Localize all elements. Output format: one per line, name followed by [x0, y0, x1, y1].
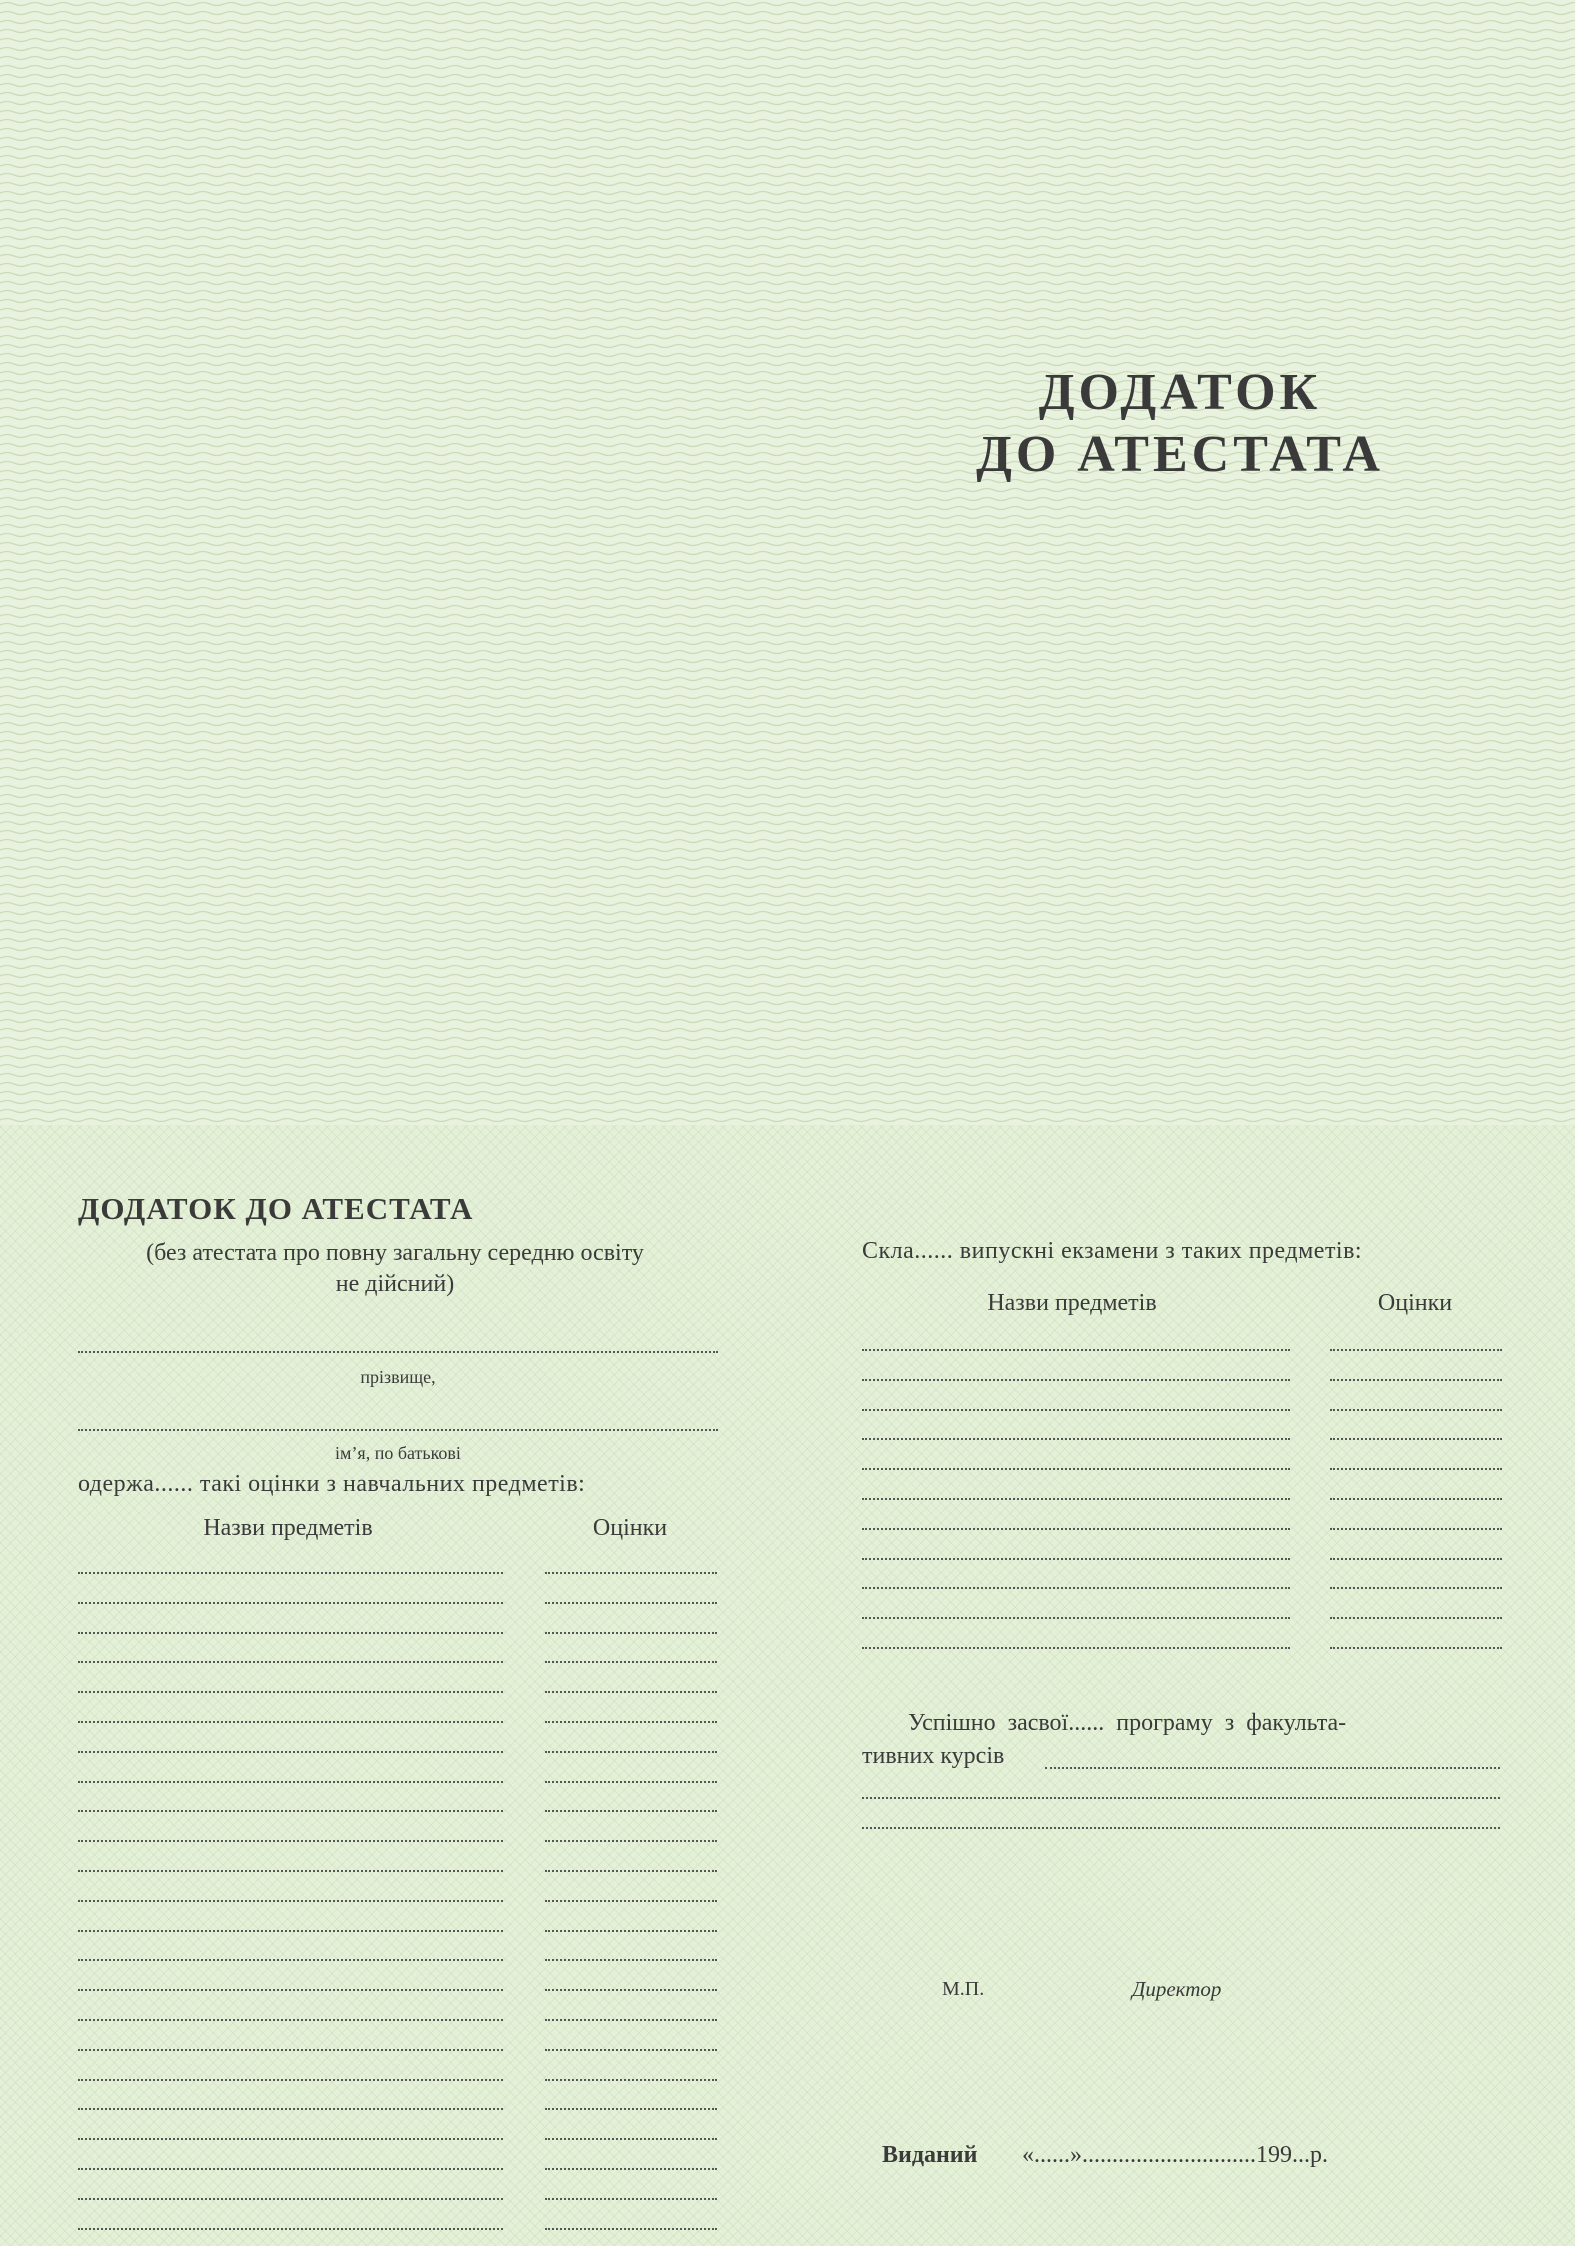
wave-line — [0, 633, 1575, 636]
left-row-grade-line — [545, 1900, 717, 1902]
wave-line — [0, 1002, 1575, 1005]
wave-line — [0, 264, 1575, 267]
wave-line — [0, 345, 1575, 348]
wave-line — [0, 696, 1575, 699]
wave-line — [0, 1011, 1575, 1014]
wave-line — [0, 282, 1575, 285]
wave-line — [0, 561, 1575, 564]
wave-line — [0, 867, 1575, 870]
left-row-grade-line — [545, 1781, 717, 1783]
left-col-grades-header: Оцінки — [592, 1515, 668, 1541]
left-row-subject-line — [78, 2198, 503, 2200]
wave-line — [0, 1119, 1575, 1122]
wave-line — [0, 552, 1575, 555]
director-label: Директор — [1132, 1977, 1222, 2001]
left-row-subject-line — [78, 1751, 503, 1753]
received-grades-text: одержа...... такі оцінки з навчальних предметів: — [78, 1471, 586, 1497]
wave-line — [0, 138, 1575, 141]
wave-line — [0, 705, 1575, 708]
wave-line — [0, 174, 1575, 177]
wave-line — [0, 858, 1575, 861]
electives-field-line-2 — [862, 1797, 1500, 1799]
wave-line — [0, 498, 1575, 501]
left-row-subject-line — [78, 1900, 503, 1902]
wave-line — [0, 57, 1575, 60]
wave-line — [0, 597, 1575, 600]
right-row-subject-line — [862, 1409, 1290, 1411]
wave-line — [0, 1056, 1575, 1059]
wave-line — [0, 246, 1575, 249]
left-row-grade-line — [545, 1751, 717, 1753]
right-row-subject-line — [862, 1349, 1290, 1351]
left-row-grade-line — [545, 1959, 717, 1961]
wave-line — [0, 813, 1575, 816]
wave-line — [0, 507, 1575, 510]
wave-line — [0, 237, 1575, 240]
wave-line — [0, 732, 1575, 735]
electives-line-1: Успішно засвої...... програму з факульта- — [908, 1710, 1347, 1736]
left-row-grade-line — [545, 2079, 717, 2081]
wave-line — [0, 210, 1575, 213]
wave-line — [0, 183, 1575, 186]
left-row-subject-line — [78, 1781, 503, 1783]
wave-line — [0, 570, 1575, 573]
wave-line — [0, 111, 1575, 114]
right-col-grades-header: Оцінки — [1377, 1290, 1453, 1316]
left-row-grade-line — [545, 1721, 717, 1723]
right-row-grade-line — [1330, 1349, 1502, 1351]
right-row-grade-line — [1330, 1379, 1502, 1381]
left-row-subject-line — [78, 1989, 503, 1991]
wave-line — [0, 201, 1575, 204]
wave-line — [0, 669, 1575, 672]
left-row-subject-line — [78, 2108, 503, 2110]
electives-line-2: тивних курсів — [862, 1743, 1005, 1769]
left-row-subject-line — [78, 2079, 503, 2081]
left-row-grade-line — [545, 1632, 717, 1634]
wave-line — [0, 1083, 1575, 1086]
right-row-subject-line — [862, 1468, 1290, 1470]
wave-line — [0, 606, 1575, 609]
wave-line — [0, 714, 1575, 717]
wave-line — [0, 12, 1575, 15]
left-row-grade-line — [545, 2019, 717, 2021]
wave-line — [0, 777, 1575, 780]
right-row-subject-line — [862, 1647, 1290, 1649]
wave-line — [0, 255, 1575, 258]
left-row-grade-line — [545, 1572, 717, 1574]
wave-line — [0, 624, 1575, 627]
wave-line — [0, 525, 1575, 528]
wave-line — [0, 894, 1575, 897]
wave-line — [0, 903, 1575, 906]
wave-line — [0, 849, 1575, 852]
wave-line — [0, 219, 1575, 222]
wave-line — [0, 75, 1575, 78]
left-title: ДОДАТОК ДО АТЕСТАТА — [78, 1191, 474, 1226]
wave-line — [0, 804, 1575, 807]
wave-line — [0, 354, 1575, 357]
wave-line — [0, 543, 1575, 546]
left-row-grade-line — [545, 1989, 717, 1991]
wave-line — [0, 300, 1575, 303]
right-row-subject-line — [862, 1617, 1290, 1619]
wave-line — [0, 975, 1575, 978]
seal-label: М.П. — [942, 1978, 985, 2000]
wave-line — [0, 939, 1575, 942]
surname-label: прізвище, — [360, 1367, 436, 1387]
left-row-grade-line — [545, 2108, 717, 2110]
wave-line — [0, 678, 1575, 681]
wave-line — [0, 84, 1575, 87]
left-row-subject-line — [78, 1661, 503, 1663]
right-row-grade-line — [1330, 1647, 1502, 1649]
left-row-subject-line — [78, 1930, 503, 1932]
left-row-subject-line — [78, 2168, 503, 2170]
left-row-subject-line — [78, 1691, 503, 1693]
left-row-grade-line — [545, 2168, 717, 2170]
wave-line — [0, 966, 1575, 969]
right-row-subject-line — [862, 1438, 1290, 1440]
left-subtitle-line-2: не дійсний) — [335, 1271, 455, 1297]
wave-line — [0, 795, 1575, 798]
wave-line — [0, 1092, 1575, 1095]
left-col-subjects-header: Назви предметів — [203, 1515, 373, 1541]
wave-line — [0, 1038, 1575, 1041]
wave-line — [0, 1029, 1575, 1032]
wave-line — [0, 993, 1575, 996]
wave-line — [0, 516, 1575, 519]
wave-line — [0, 876, 1575, 879]
wave-line — [0, 273, 1575, 276]
left-row-subject-line — [78, 2138, 503, 2140]
wave-line — [0, 1101, 1575, 1104]
left-row-subject-line — [78, 2228, 503, 2230]
wave-line — [0, 651, 1575, 654]
issued-label: Виданий — [882, 2142, 978, 2168]
wave-line — [0, 930, 1575, 933]
right-row-grade-line — [1330, 1558, 1502, 1560]
wave-line — [0, 21, 1575, 24]
wave-line — [0, 660, 1575, 663]
wave-line — [0, 831, 1575, 834]
left-row-grade-line — [545, 2228, 717, 2230]
wave-line — [0, 921, 1575, 924]
surname-field-line — [78, 1351, 718, 1353]
wave-line — [0, 309, 1575, 312]
left-row-grade-line — [545, 1810, 717, 1812]
right-row-grade-line — [1330, 1587, 1502, 1589]
wave-line — [0, 120, 1575, 123]
electives-field-line-1 — [1045, 1767, 1500, 1769]
wave-line — [0, 984, 1575, 987]
left-row-subject-line — [78, 2049, 503, 2051]
cover-title-line-2: ДО АТЕСТАТА — [976, 426, 1384, 483]
wave-line — [0, 912, 1575, 915]
wave-line — [0, 948, 1575, 951]
wave-line — [0, 840, 1575, 843]
cover-title-line-1: ДОДАТОК — [1038, 364, 1322, 421]
right-row-subject-line — [862, 1587, 1290, 1589]
left-row-subject-line — [78, 1810, 503, 1812]
right-row-subject-line — [862, 1558, 1290, 1560]
issued-date-field: «......».............................199...р. — [1022, 2142, 1328, 2168]
left-row-grade-line — [545, 1930, 717, 1932]
wave-line — [0, 156, 1575, 159]
wave-line — [0, 723, 1575, 726]
left-row-subject-line — [78, 2019, 503, 2021]
wave-line — [0, 642, 1575, 645]
wave-line — [0, 228, 1575, 231]
left-row-grade-line — [545, 2049, 717, 2051]
left-row-subject-line — [78, 1602, 503, 1604]
left-row-grade-line — [545, 1602, 717, 1604]
left-row-grade-line — [545, 2138, 717, 2140]
wave-line — [0, 66, 1575, 69]
left-row-subject-line — [78, 1572, 503, 1574]
wave-line — [0, 786, 1575, 789]
right-row-subject-line — [862, 1498, 1290, 1500]
right-row-grade-line — [1330, 1498, 1502, 1500]
wave-line — [0, 750, 1575, 753]
wave-line — [0, 1020, 1575, 1023]
left-row-grade-line — [545, 1870, 717, 1872]
right-row-subject-line — [862, 1379, 1290, 1381]
right-row-grade-line — [1330, 1438, 1502, 1440]
wave-line — [0, 3, 1575, 6]
wave-line — [0, 822, 1575, 825]
electives-field-line-3 — [862, 1827, 1500, 1829]
inner-spread — [0, 1125, 1575, 2246]
wave-line — [0, 615, 1575, 618]
left-row-subject-line — [78, 1632, 503, 1634]
wave-line — [0, 885, 1575, 888]
left-row-grade-line — [545, 1661, 717, 1663]
name-label: ім’я, по батькові — [335, 1443, 461, 1463]
wave-line — [0, 1047, 1575, 1050]
left-row-subject-line — [78, 1870, 503, 1872]
wave-line — [0, 579, 1575, 582]
wave-line — [0, 687, 1575, 690]
right-row-subject-line — [862, 1528, 1290, 1530]
name-field-line — [78, 1429, 718, 1431]
cover-title — [960, 362, 1400, 486]
wave-line — [0, 1065, 1575, 1068]
wave-line — [0, 588, 1575, 591]
wave-line — [0, 489, 1575, 492]
wave-line — [0, 48, 1575, 51]
left-row-grade-line — [545, 1840, 717, 1842]
right-row-grade-line — [1330, 1409, 1502, 1411]
wave-line — [0, 768, 1575, 771]
left-row-grade-line — [545, 1691, 717, 1693]
wave-line — [0, 957, 1575, 960]
wave-line — [0, 534, 1575, 537]
wave-line — [0, 93, 1575, 96]
wave-line — [0, 147, 1575, 150]
wave-line — [0, 102, 1575, 105]
wave-line — [0, 1074, 1575, 1077]
right-col-subjects-header: Назви предметів — [987, 1290, 1157, 1316]
left-row-subject-line — [78, 1840, 503, 1842]
wave-line — [0, 291, 1575, 294]
wave-line — [0, 1110, 1575, 1113]
wave-line — [0, 165, 1575, 168]
wave-line — [0, 336, 1575, 339]
wave-line — [0, 318, 1575, 321]
right-row-grade-line — [1330, 1468, 1502, 1470]
wave-line — [0, 129, 1575, 132]
wave-line — [0, 327, 1575, 330]
left-row-grade-line — [545, 2198, 717, 2200]
left-subtitle-line-1: (без атестата про повну загальну середню освіту — [146, 1240, 644, 1266]
wave-line — [0, 192, 1575, 195]
left-row-subject-line — [78, 1959, 503, 1961]
exams-text: Скла...... випускні екзамени з таких предметів: — [862, 1238, 1363, 1264]
right-row-grade-line — [1330, 1528, 1502, 1530]
wave-line — [0, 30, 1575, 33]
wave-line — [0, 759, 1575, 762]
left-row-subject-line — [78, 1721, 503, 1723]
right-row-grade-line — [1330, 1617, 1502, 1619]
wave-line — [0, 39, 1575, 42]
wave-line — [0, 741, 1575, 744]
